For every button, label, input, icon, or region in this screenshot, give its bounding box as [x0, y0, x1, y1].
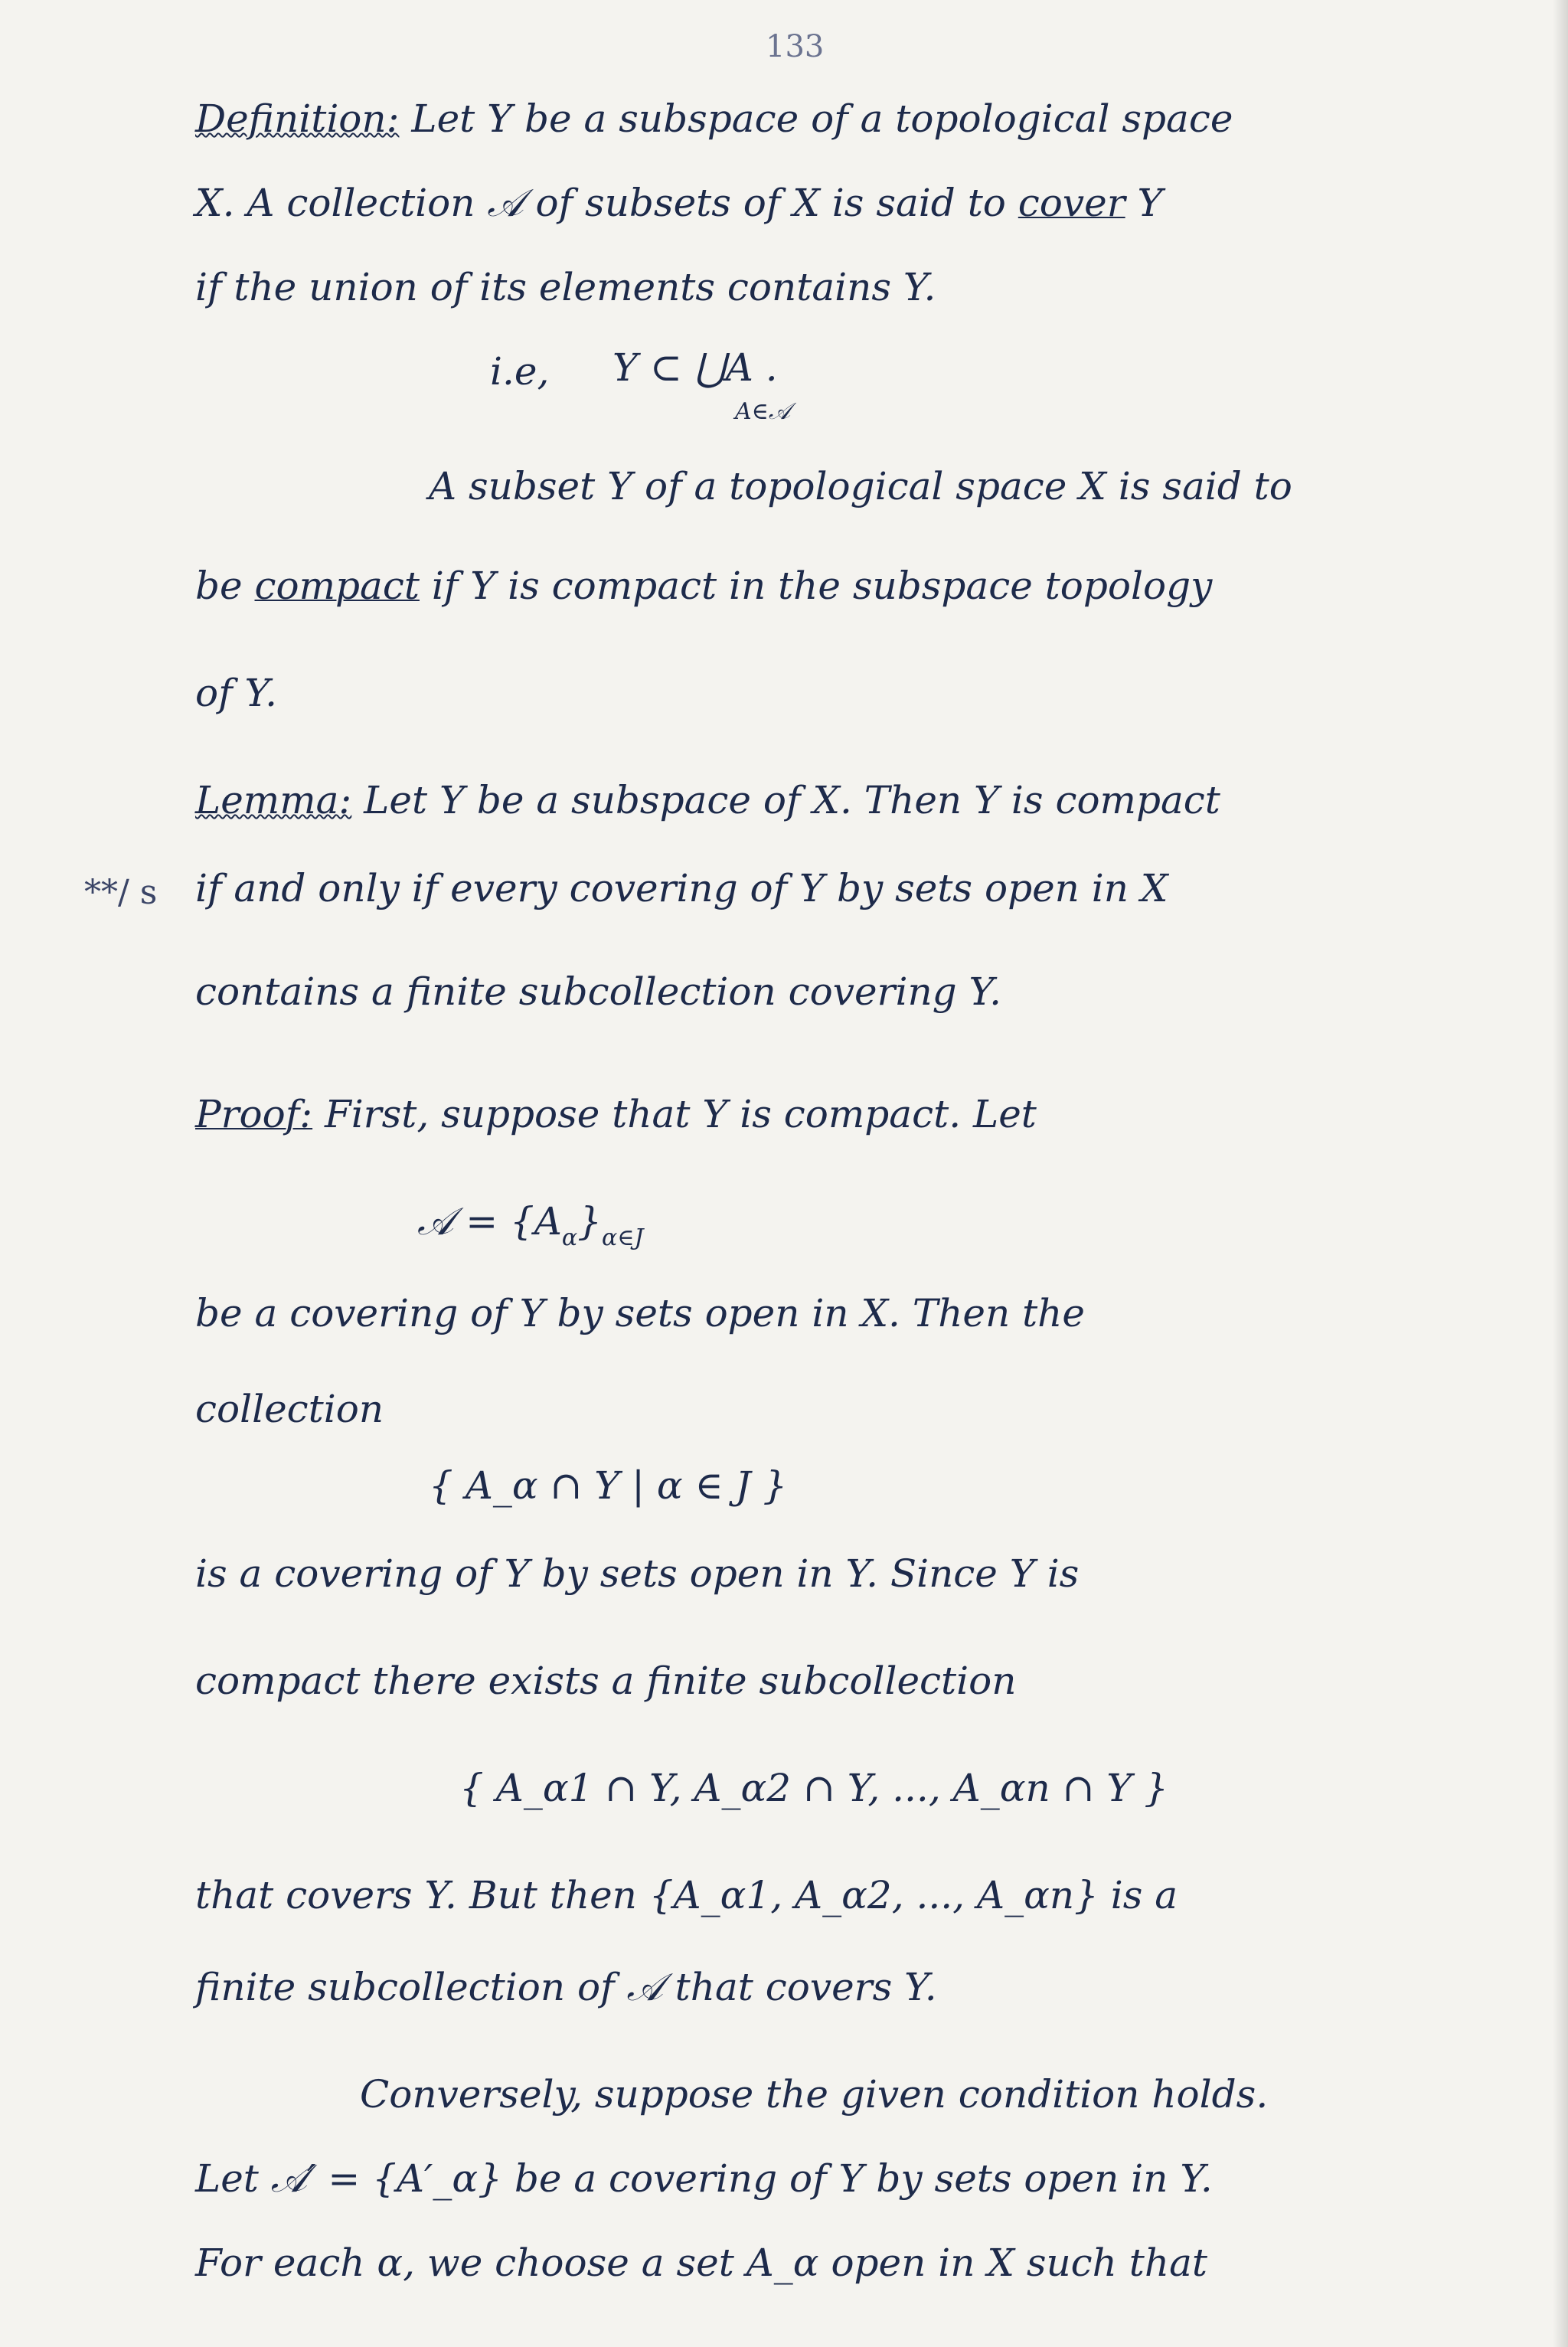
converse-line-3: For each α, we choose a set A_α open in X such that — [195, 2241, 1207, 2285]
subscript: α — [561, 1224, 578, 1251]
lemma-line-2: if and only if every covering of Y by sets open in X — [195, 866, 1168, 910]
proof-line-7: finite subcollection of 𝒜 that covers Y. — [195, 1965, 937, 2009]
finite-subcollection-equation: { A_α1 ∩ Y, A_α2 ∩ Y, ..., A_αn ∩ Y } — [459, 1766, 1169, 1810]
proof-line-6: that covers Y. But then {A_α1, A_α2, ..., A_αn} is a — [195, 1873, 1178, 1917]
proof-line-1 — [195, 1092, 1037, 1136]
covering-equation — [417, 1199, 644, 1251]
margin-annotation: **/ s — [84, 873, 158, 912]
union-equation: Y ⊂ ⋃A . — [612, 345, 778, 390]
compact-def-line-3: of Y. — [195, 671, 277, 715]
definition-line-3: if the union of its elements contains Y. — [195, 265, 936, 309]
ie-label: i.e, — [490, 349, 550, 394]
proof-heading: Proof: — [195, 1092, 313, 1136]
compact-def-line-2 — [195, 564, 1213, 608]
lemma-heading: Lemma: — [195, 778, 352, 822]
definition-line-1 — [195, 96, 1233, 141]
converse-line-1: Conversely, suppose the given condition holds. — [360, 2072, 1269, 2117]
proof-line-3: collection — [195, 1387, 384, 1431]
compact-def-line-1: A subset Y of a topological space X is said to — [429, 464, 1292, 508]
union-index: A∈𝒜 — [735, 398, 791, 425]
lemma-line-3: contains a finite subcollection covering Y. — [195, 969, 1002, 1014]
text-segment: First, suppose that Y is compact. Let — [312, 1092, 1037, 1136]
definition-line-2 — [195, 181, 1163, 225]
text-segment: if Y is compact in the subspace topology — [419, 564, 1213, 608]
definition-heading: Definition: — [195, 96, 400, 141]
text-segment: be — [195, 564, 255, 608]
text-segment: X. A collection 𝒜 of subsets of X is said to — [195, 181, 1018, 225]
text-segment: Y — [1125, 181, 1163, 225]
page-number: 133 — [766, 29, 825, 64]
text-segment: Let Y be a subspace of X. Then Y is compact — [351, 778, 1220, 822]
cover-term: cover — [1018, 181, 1125, 225]
compact-term: compact — [254, 564, 420, 608]
page-edge-shadow — [1553, 0, 1568, 2347]
proof-line-2: be a covering of Y by sets open in X. Then the — [195, 1291, 1085, 1335]
intersection-equation: { A_α ∩ Y | α ∈ J } — [429, 1463, 788, 1508]
text-segment: } — [577, 1199, 602, 1244]
index-subscript: α∈J — [601, 1224, 644, 1251]
proof-line-4: is a covering of Y by sets open in Y. Since Y is — [195, 1551, 1080, 1596]
proof-line-5: compact there exists a finite subcollection — [195, 1659, 1017, 1703]
text-segment: 𝒜 = {A — [417, 1199, 562, 1244]
converse-line-2: Let 𝒜′ = {A′_α} be a covering of Y by sets open in Y. — [195, 2156, 1213, 2201]
text-segment: Let Y be a subspace of a topological space — [399, 96, 1233, 141]
lemma-line-1 — [195, 778, 1220, 822]
